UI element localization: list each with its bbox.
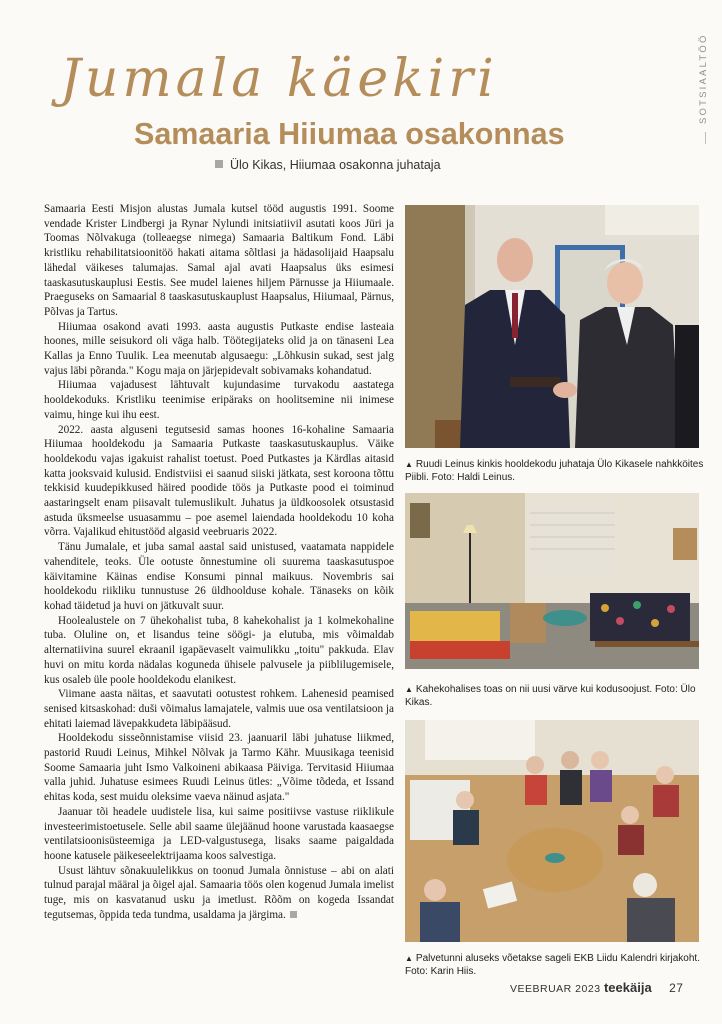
paragraph-last (44, 864, 394, 923)
page-footer (510, 980, 710, 995)
triangle-up-icon: ▲ (405, 954, 413, 963)
paragraph: Tänu Jumalale, et juba samal aastal said unistused, vaatamata nappidele vahenditele, teoks. Üle ootuste õnnestumine oli suurema taaskasutuspoe käivitamine Käinas endise Konsumi pinnal maikuus. Novembris sai hooldekodu riikliku tunnustuse 26 üldhoolduse kohale. Tänaseks on kõik kohad täidetud ja huvi on jätkuvalt suur. (44, 541, 394, 612)
caption-text: Palvetunni aluseks võetakse sageli EKB Liidu Kalendri kirjakoht. Foto: Karin Hiis. (405, 953, 700, 977)
section-rule (705, 132, 706, 144)
photo-room (405, 493, 699, 669)
footer-issue: VEEBRUAR 2023 (510, 983, 601, 995)
photo-prayer-meeting (405, 720, 699, 942)
square-bullet-icon (215, 160, 223, 168)
article-body (44, 202, 394, 992)
paragraph: Hooldekodu sisseõnnistamise viisid 23. jaanuaril läbi juhatuse liikmed, pastorid Ruudi Leinus, Mihkel Nõlvak ja Tarmo Kähr. Muusikaga teenisid Soome Samaaria juht Ismo Valkoineni abikaasa Päiviga. Tervitasid Hiiumaa valla juhid. Juhatuse esimees Ruudi Leinus ütles: „Võime tõdeda, et Issand ehitas koda, sest muidu oleksime vaeva näinud asjata." (44, 732, 394, 804)
photo-handshake (405, 205, 699, 448)
paragraph: Viimane aasta näitas, et saavutati ootustest rohkem. Lahenesid peamised senised kitsaskohad: duši võimalus lamajatele, valmis uue osa ventilatsioon ja ehitati laiemad lävepakkudeta läbipääsud. (44, 688, 394, 730)
paragraph: Jaanuar tõi headele uudistele lisa, kui saime positiivse vastuse riiklikule investeerimistoetusele. Selle abil saame ülejäänud hoone varustada kaasaegse ventilatsioonisüsteemiga ja LED-valgustusega, lisaks saame paigaldada hoone katusele päikeseelektrijaama koos salvestiga. (44, 805, 394, 862)
caption-photo-1 (405, 458, 705, 484)
triangle-up-icon: ▲ (405, 460, 413, 469)
paragraph: Hiiumaa vajadusest lähtuvalt kujundasime turvakodu aastatega hooldekoduks. Kristliku teenimise eripäraks on hoolitsemine nii inimese vaimu, hinge kui ihu eest. (44, 379, 394, 421)
caption-photo-2 (405, 683, 705, 709)
caption-text: Kahekohalises toas on nii uusi värve kui kodusoojust. Foto: Ülo Kikas. (405, 684, 696, 708)
byline-text: Ülo Kikas, Hiiumaa osakonna juhataja (230, 158, 441, 172)
article-subtitle: Samaaria Hiiumaa osakonnas (134, 117, 565, 151)
paragraph: Samaaria Eesti Misjon alustas Jumala kutsel tööd augustis 1991. Soome vendade Krister Lindbergi ja Rynar Nylundi initsiatiivil asutati koos Jüri ja Toomas Nõlvakuga (tolleaegse nimega) Samaaria Baltikum Fond. Läbi kristliku rehabilitatsioonitöö hakati aitama sõltlasi ja hädasolijaid Haapsalu lähedal väikeses talumajas. Samal ajal avati Haapsalus üks esimesi taaskasutuskauplusi Eestis. See mudel laienes hiljem Pärnusse ja Hiiumaale. Praeguseks on Samaarial 8 taaskasutuskauplust Haapsalus, Hiiumaal, Pärnus, Põlvas ja Tartus. (44, 203, 394, 318)
article-title: Jumala käekiri (60, 49, 498, 109)
paragraph: Hiiumaa osakond avati 1993. aasta augustis Putkaste endise lasteaia hoones, mille seisukord oli väga halb. Töötegijateks olid ja on tänaseni Lea Kallas ja Enno Tuulik. Lea meenutab algusaegu: „Lõhkusin sukad, sest jalg vajus läbi põranda." Kogu maja on järjepidevalt sobivamaks kohandatud. (44, 320, 394, 377)
paragraph-text: Usust lähtuv sõnakuulelikkus on toonud Jumala õnnistuse – abi on alati tulnud parajal määral ja õigel ajal. Samaaria töös olen kogenud Jumala imelist tuge, mis on kasvatanud usku ja imetlust. Rõõm on kogeda Issandat tegutsemas, õppida teda tundma, usaldama ja järgima. (44, 864, 394, 921)
section-label: SOTSIAALTÖÖ (698, 33, 709, 124)
triangle-up-icon: ▲ (405, 685, 413, 694)
paragraph: 2022. aasta alguseni tegutsesid samas hoones 16-kohaline Samaaria Hiiumaa hooldekodu ja Samaaria Putkaste taaskasutuskauplus. Väike hooldekodu vajas igakuist rahalist toetust. Poed Putkastes ja Kärdlas aitasid katta jooksvaid kulusid. Endistviisi ei saanud siiski jätkata, sest koroona tõttu tekkisid kuudepikkused häired poodide töös ja Putkaste pood ei toiminud aastaringselt enam piisavalt tulemuslikult. Juhatus ja üldkoosolek otsustasid astuda üksmeelse usuasammu – poe asemel laiendada hooldekodu 10 koha võrra. Vajalikud ehitustööd algasid veebruaris 2022. (44, 423, 394, 539)
end-square-icon (290, 911, 297, 918)
page-number: 27 (669, 981, 684, 995)
caption-text: Ruudi Leinus kinkis hooldekodu juhataja Ülo Kikasele nahkköites Piibli. Foto: Haldi Leinus. (405, 459, 704, 483)
byline (215, 158, 441, 172)
paragraph: Hoolealustele on 7 ühekohalist tuba, 8 kahekohalist ja 1 kolmekohaline tuba. Oluline on, et lisandus teine söögi- ja elutuba, mis võimaldab alternatiivina suurel ekraanil igapäevaselt vaimulikku „toitu" pakkuda. Elav huvi on mitu korda nädalas koguneda ühisele palvusele ja piiblilugemisele, kus osaleb üle poole hooldekodu elanikest. (44, 614, 394, 686)
footer-magazine: teekäija (603, 980, 652, 995)
caption-photo-3 (405, 952, 705, 978)
